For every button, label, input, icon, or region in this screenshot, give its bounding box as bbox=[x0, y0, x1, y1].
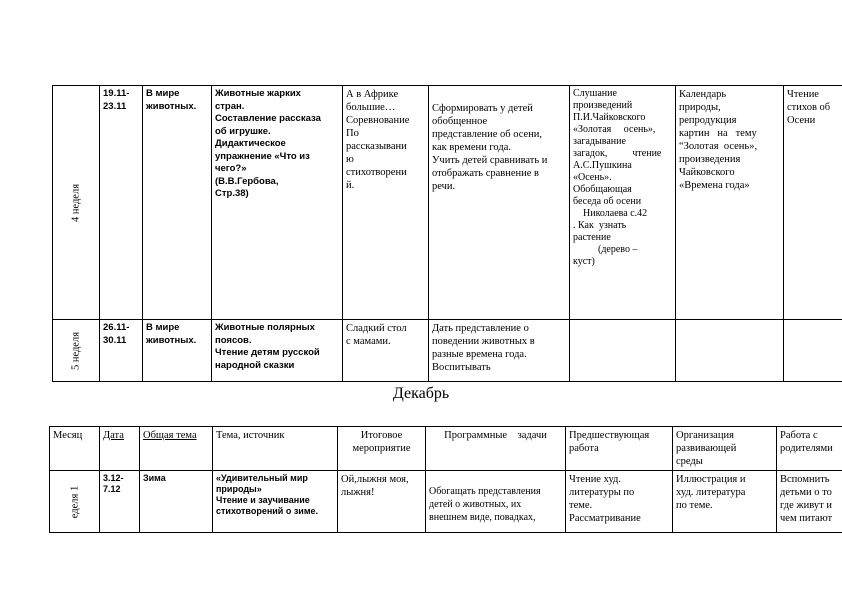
header-prior-work: Предшествующая работа bbox=[566, 427, 673, 471]
week4-tasks: Сформировать у детей обобщенное представление об осени, как времени года. Учить детей сравнивать и отображать сравнение в речи. bbox=[429, 86, 570, 320]
dec-week1-environment: Иллюстрация и худ. литература по теме. bbox=[673, 471, 777, 533]
header-date: Дата bbox=[100, 427, 140, 471]
month-title: Декабрь bbox=[392, 385, 450, 402]
header-month: Месяц bbox=[50, 427, 100, 471]
header-event: Итоговое мероприятие bbox=[338, 427, 426, 471]
week4-environment: Календарь природы, репродукция картин на тему “Золотая осень», произведения Чайковского «Времена года» bbox=[676, 86, 784, 320]
week5-row bbox=[53, 320, 842, 382]
week4-prior-work: Слушание произведений П.И.Чайковского «Золотая осень», загадывание загадок, чтение А.С.Пушкина «Осень». Обобщающая беседа об осени Николаева с.42 . Как узнать растение (дерево – куст) bbox=[570, 86, 676, 320]
dec-week1-date: 3.12-7.12 bbox=[100, 471, 140, 533]
week5-label-cell bbox=[53, 320, 100, 382]
december-header-row bbox=[50, 427, 842, 471]
week4-topic: Животные жарких стран. Составление рассказа об игрушке. Дидактическое упражнение «Что из чего?» (В.В.Гербова, Стр.38) bbox=[212, 86, 343, 320]
week5-label: 5 неделя bbox=[70, 331, 82, 370]
week5-event: Сладкий стол с мамами. bbox=[343, 320, 429, 382]
week5-tasks: Дать представление о поведении животных в разные времена года. Воспитывать bbox=[429, 320, 570, 382]
week4-label-cell bbox=[53, 86, 100, 320]
week5-date: 26.11- 30.11 bbox=[100, 320, 143, 382]
dec-week1-theme: Зима bbox=[140, 471, 213, 533]
november-plan-table bbox=[52, 85, 842, 382]
dec-week1-row bbox=[50, 471, 842, 533]
dec-week1-label: еделя 1 bbox=[69, 485, 80, 518]
header-topic: Тема, источник bbox=[213, 427, 338, 471]
dec-week1-event: Ой,лыжня моя, лыжня! bbox=[338, 471, 426, 533]
dec-week1-parents: Вспомнить детьми о то где живут и чем питают bbox=[777, 471, 842, 533]
week4-label: 4 неделя bbox=[70, 183, 82, 222]
week5-environment bbox=[676, 320, 784, 382]
week5-prior-work bbox=[570, 320, 676, 382]
dec-week1-prior-work: Чтение худ. литературы по теме. Рассматривание bbox=[566, 471, 673, 533]
dec-week1-tasks: Обогащать представления детей о животных, их внешнем виде, повадках, bbox=[426, 471, 566, 533]
header-environment: Организация развивающей среды bbox=[673, 427, 777, 471]
week4-theme: В мире животных. bbox=[143, 86, 212, 320]
week5-parents bbox=[784, 320, 842, 382]
week4-date: 19.11- 23.11 bbox=[100, 86, 143, 320]
week5-topic: Животные полярных поясов. Чтение детям русской народной сказки bbox=[212, 320, 343, 382]
header-parents: Работа с родителями bbox=[777, 427, 842, 471]
week4-event: А в Африке большие… Соревнование По рассказывани ю стихотворени й. bbox=[343, 86, 429, 320]
week5-theme: В мире животных. bbox=[143, 320, 212, 382]
dec-week1-label-cell bbox=[50, 471, 100, 533]
header-theme: Общая тема bbox=[140, 427, 213, 471]
december-plan-table bbox=[49, 426, 842, 533]
week4-parents: Чтение стихов об Осени bbox=[784, 86, 842, 320]
dec-week1-topic: «Удивительный мир природы» Чтение и заучивание стихотворений о зиме. bbox=[213, 471, 338, 533]
week4-row bbox=[53, 86, 842, 320]
header-tasks: Программные задачи bbox=[426, 427, 566, 471]
